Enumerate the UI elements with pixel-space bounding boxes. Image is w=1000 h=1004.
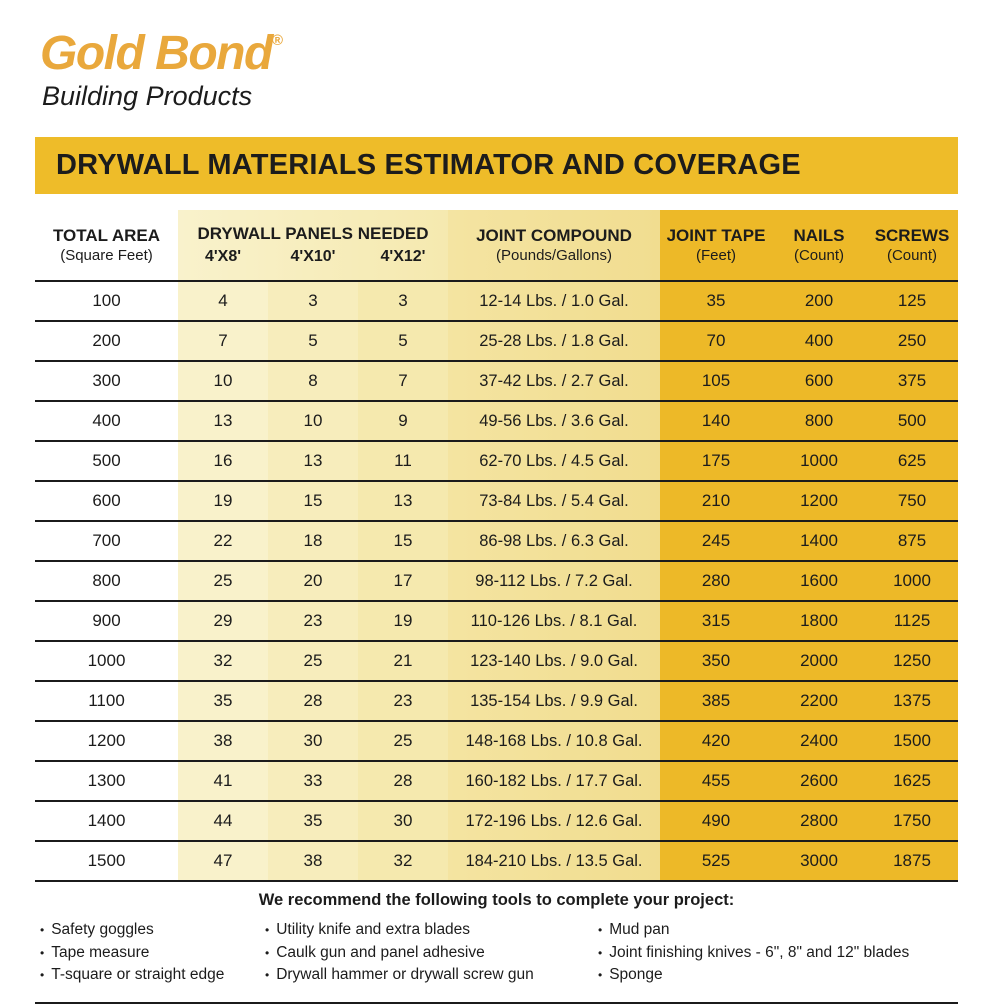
table-cell: 1000 bbox=[772, 441, 866, 481]
table-cell: 3000 bbox=[772, 841, 866, 881]
table-row bbox=[35, 361, 958, 401]
registered-trademark-icon: ® bbox=[271, 32, 283, 49]
page bbox=[35, 0, 958, 1004]
table-cell: 123-140 Lbs. / 9.0 Gal. bbox=[448, 641, 660, 681]
table-cell: 13 bbox=[358, 481, 448, 521]
table-cell: 1300 bbox=[35, 761, 178, 801]
estimator-table-body bbox=[35, 281, 958, 881]
table-cell: 19 bbox=[358, 601, 448, 641]
table-cell: 17 bbox=[358, 561, 448, 601]
table-cell: 400 bbox=[772, 321, 866, 361]
table-cell: 1400 bbox=[35, 801, 178, 841]
table-cell: 300 bbox=[35, 361, 178, 401]
tools-columns bbox=[40, 919, 958, 987]
tools-column bbox=[265, 919, 598, 987]
tool-item bbox=[598, 919, 958, 942]
table-cell: 5 bbox=[268, 321, 358, 361]
table-cell: 525 bbox=[660, 841, 772, 881]
table-cell: 2000 bbox=[772, 641, 866, 681]
table-cell: 86-98 Lbs. / 6.3 Gal. bbox=[448, 521, 660, 561]
tool-item-label: Joint finishing knives - 6", 8" and 12" blades bbox=[609, 943, 910, 961]
table-cell: 28 bbox=[268, 681, 358, 721]
header-panel-size-4x8: 4'X8' bbox=[204, 248, 242, 265]
tool-item-label: Sponge bbox=[609, 966, 663, 983]
tool-item bbox=[265, 964, 598, 987]
tool-item bbox=[598, 942, 958, 965]
table-cell: 38 bbox=[268, 841, 358, 881]
header-joint-tape bbox=[660, 210, 772, 281]
table-cell: 25 bbox=[358, 721, 448, 761]
table-cell: 1375 bbox=[866, 681, 958, 721]
page-title: DRYWALL MATERIALS ESTIMATOR AND COVERAGE bbox=[56, 149, 801, 181]
table-cell: 1200 bbox=[772, 481, 866, 521]
table-cell: 41 bbox=[178, 761, 268, 801]
header-joint-compound-subtitle: (Pounds/Gallons) bbox=[496, 246, 612, 264]
table-cell: 29 bbox=[178, 601, 268, 641]
table-cell: 1400 bbox=[772, 521, 866, 561]
table-cell: 750 bbox=[866, 481, 958, 521]
table-cell: 98-112 Lbs. / 7.2 Gal. bbox=[448, 561, 660, 601]
table-cell: 1500 bbox=[866, 721, 958, 761]
table-cell: 600 bbox=[772, 361, 866, 401]
brand-name-text: Gold Bond bbox=[40, 27, 272, 80]
table-cell: 32 bbox=[358, 841, 448, 881]
table-row bbox=[35, 801, 958, 841]
bullet-icon: • bbox=[40, 923, 45, 937]
table-cell: 22 bbox=[178, 521, 268, 561]
table-cell: 30 bbox=[358, 801, 448, 841]
header-joint-compound bbox=[448, 210, 660, 281]
header-total-area-title: TOTAL AREA bbox=[52, 225, 161, 245]
table-cell: 1000 bbox=[35, 641, 178, 681]
gold-bond-logo bbox=[40, 0, 958, 112]
table-cell: 13 bbox=[178, 401, 268, 441]
table-cell: 490 bbox=[660, 801, 772, 841]
table-cell: 18 bbox=[268, 521, 358, 561]
header-total-area-subtitle: (Square Feet) bbox=[60, 246, 153, 264]
table-row bbox=[35, 641, 958, 681]
table-row bbox=[35, 841, 958, 881]
header-screws-title: SCREWS bbox=[874, 225, 950, 245]
table-cell: 172-196 Lbs. / 12.6 Gal. bbox=[448, 801, 660, 841]
table-cell: 9 bbox=[358, 401, 448, 441]
table-row bbox=[35, 281, 958, 321]
table-cell: 15 bbox=[358, 521, 448, 561]
table-cell: 3 bbox=[358, 281, 448, 321]
table-cell: 455 bbox=[660, 761, 772, 801]
table-cell: 1875 bbox=[866, 841, 958, 881]
table-cell: 4 bbox=[178, 281, 268, 321]
table-cell: 30 bbox=[268, 721, 358, 761]
table-cell: 16 bbox=[178, 441, 268, 481]
table-row bbox=[35, 721, 958, 761]
header-joint-tape-title: JOINT TAPE bbox=[666, 225, 766, 245]
table-cell: 200 bbox=[35, 321, 178, 361]
table-row bbox=[35, 561, 958, 601]
table-cell: 140 bbox=[660, 401, 772, 441]
table-cell: 13 bbox=[268, 441, 358, 481]
table-cell: 875 bbox=[866, 521, 958, 561]
bullet-icon: • bbox=[598, 968, 603, 982]
tool-item bbox=[265, 942, 598, 965]
table-cell: 38 bbox=[178, 721, 268, 761]
tool-item-label: Tape measure bbox=[51, 943, 150, 961]
bullet-icon: • bbox=[598, 923, 603, 937]
table-cell: 700 bbox=[35, 521, 178, 561]
bullet-icon: • bbox=[265, 923, 270, 937]
table-cell: 110-126 Lbs. / 8.1 Gal. bbox=[448, 601, 660, 641]
bullet-icon: • bbox=[265, 945, 270, 960]
table-cell: 5 bbox=[358, 321, 448, 361]
table-cell: 148-168 Lbs. / 10.8 Gal. bbox=[448, 721, 660, 761]
bullet-icon: • bbox=[265, 968, 270, 982]
table-cell: 1250 bbox=[866, 641, 958, 681]
table-cell: 1750 bbox=[866, 801, 958, 841]
table-cell: 62-70 Lbs. / 4.5 Gal. bbox=[448, 441, 660, 481]
header-joint-tape-subtitle: (Feet) bbox=[695, 246, 736, 264]
tool-item-label: Drywall hammer or drywall screw gun bbox=[276, 966, 534, 983]
table-cell: 500 bbox=[866, 401, 958, 441]
table-cell: 49-56 Lbs. / 3.6 Gal. bbox=[448, 401, 660, 441]
tool-item bbox=[40, 942, 265, 965]
table-cell: 12-14 Lbs. / 1.0 Gal. bbox=[448, 281, 660, 321]
table-cell: 184-210 Lbs. / 13.5 Gal. bbox=[448, 841, 660, 881]
tool-item-label: Safety goggles bbox=[51, 921, 154, 938]
tool-item bbox=[598, 964, 958, 987]
bullet-icon: • bbox=[40, 968, 45, 982]
table-cell: 420 bbox=[660, 721, 772, 761]
table-cell: 44 bbox=[178, 801, 268, 841]
table-cell: 7 bbox=[178, 321, 268, 361]
table-cell: 315 bbox=[660, 601, 772, 641]
table-row bbox=[35, 441, 958, 481]
tool-item-label: Utility knife and extra blades bbox=[276, 921, 471, 938]
table-cell: 210 bbox=[660, 481, 772, 521]
table-cell: 3 bbox=[268, 281, 358, 321]
table-cell: 105 bbox=[660, 361, 772, 401]
table-cell: 280 bbox=[660, 561, 772, 601]
table-cell: 125 bbox=[866, 281, 958, 321]
table-cell: 33 bbox=[268, 761, 358, 801]
table-cell: 15 bbox=[268, 481, 358, 521]
header-total-area bbox=[35, 210, 178, 281]
tools-column bbox=[40, 919, 265, 987]
table-row bbox=[35, 761, 958, 801]
table-cell: 1125 bbox=[866, 601, 958, 641]
header-panels-title: DRYWALL PANELS NEEDED bbox=[197, 224, 429, 243]
table-cell: 11 bbox=[358, 441, 448, 481]
table-cell: 400 bbox=[35, 401, 178, 441]
table-row bbox=[35, 521, 958, 561]
table-cell: 350 bbox=[660, 641, 772, 681]
tools-heading: We recommend the following tools to complete your project: bbox=[258, 891, 735, 909]
header-joint-compound-title: JOINT COMPOUND bbox=[476, 225, 632, 245]
table-row bbox=[35, 321, 958, 361]
table-cell: 35 bbox=[660, 281, 772, 321]
table-row bbox=[35, 681, 958, 721]
table-cell: 175 bbox=[660, 441, 772, 481]
table-row bbox=[35, 601, 958, 641]
brand-tagline: Building Products bbox=[42, 81, 253, 111]
tool-item-label: Caulk gun and panel adhesive bbox=[276, 943, 485, 961]
header-panel-sizes bbox=[178, 248, 448, 266]
table-cell: 100 bbox=[35, 281, 178, 321]
table-cell: 800 bbox=[35, 561, 178, 601]
table-cell: 19 bbox=[178, 481, 268, 521]
table-cell: 37-42 Lbs. / 2.7 Gal. bbox=[448, 361, 660, 401]
tool-item bbox=[40, 919, 265, 942]
table-cell: 800 bbox=[772, 401, 866, 441]
table-cell: 47 bbox=[178, 841, 268, 881]
table-cell: 160-182 Lbs. / 17.7 Gal. bbox=[448, 761, 660, 801]
bullet-icon: • bbox=[40, 945, 45, 960]
table-cell: 1100 bbox=[35, 681, 178, 721]
header-panel-size-4x12: 4'X12' bbox=[380, 248, 426, 265]
table-cell: 900 bbox=[35, 601, 178, 641]
table-cell: 2400 bbox=[772, 721, 866, 761]
table-cell: 2600 bbox=[772, 761, 866, 801]
table-row bbox=[35, 481, 958, 521]
tool-item-label: T-square or straight edge bbox=[51, 966, 225, 983]
table-cell: 1200 bbox=[35, 721, 178, 761]
recommended-tools-section bbox=[35, 882, 958, 1004]
table-cell: 25-28 Lbs. / 1.8 Gal. bbox=[448, 321, 660, 361]
table-cell: 600 bbox=[35, 481, 178, 521]
title-banner bbox=[35, 137, 958, 194]
tool-item-label: Mud pan bbox=[609, 921, 670, 938]
table-cell: 200 bbox=[772, 281, 866, 321]
brand-name bbox=[40, 27, 958, 80]
estimator-table bbox=[35, 210, 958, 882]
table-cell: 20 bbox=[268, 561, 358, 601]
table-cell: 135-154 Lbs. / 9.9 Gal. bbox=[448, 681, 660, 721]
header-nails-title: NAILS bbox=[793, 225, 845, 245]
table-cell: 25 bbox=[268, 641, 358, 681]
table-cell: 1800 bbox=[772, 601, 866, 641]
table-cell: 23 bbox=[358, 681, 448, 721]
table-cell: 1000 bbox=[866, 561, 958, 601]
table-cell: 70 bbox=[660, 321, 772, 361]
table-cell: 375 bbox=[866, 361, 958, 401]
table-cell: 10 bbox=[268, 401, 358, 441]
header-screws-subtitle: (Count) bbox=[886, 246, 938, 264]
table-cell: 2800 bbox=[772, 801, 866, 841]
table-cell: 28 bbox=[358, 761, 448, 801]
table-cell: 385 bbox=[660, 681, 772, 721]
table-cell: 25 bbox=[178, 561, 268, 601]
bullet-icon: • bbox=[598, 945, 603, 960]
header-panels-group bbox=[178, 210, 448, 281]
table-cell: 35 bbox=[268, 801, 358, 841]
table-cell: 7 bbox=[358, 361, 448, 401]
table-cell: 21 bbox=[358, 641, 448, 681]
table-cell: 250 bbox=[866, 321, 958, 361]
table-cell: 23 bbox=[268, 601, 358, 641]
table-cell: 625 bbox=[866, 441, 958, 481]
header-nails-subtitle: (Count) bbox=[793, 246, 845, 264]
table-cell: 35 bbox=[178, 681, 268, 721]
table-cell: 500 bbox=[35, 441, 178, 481]
tool-item bbox=[265, 919, 598, 942]
table-cell: 2200 bbox=[772, 681, 866, 721]
table-cell: 1500 bbox=[35, 841, 178, 881]
table-cell: 1600 bbox=[772, 561, 866, 601]
tool-item bbox=[40, 964, 265, 987]
header-screws bbox=[866, 210, 958, 281]
table-cell: 8 bbox=[268, 361, 358, 401]
table-header bbox=[35, 210, 958, 281]
table-cell: 1625 bbox=[866, 761, 958, 801]
table-cell: 73-84 Lbs. / 5.4 Gal. bbox=[448, 481, 660, 521]
header-panel-size-4x10: 4'X10' bbox=[290, 248, 336, 265]
table-cell: 32 bbox=[178, 641, 268, 681]
header-nails bbox=[772, 210, 866, 281]
tools-column bbox=[598, 919, 958, 987]
table-cell: 10 bbox=[178, 361, 268, 401]
table-row bbox=[35, 401, 958, 441]
table-cell: 245 bbox=[660, 521, 772, 561]
